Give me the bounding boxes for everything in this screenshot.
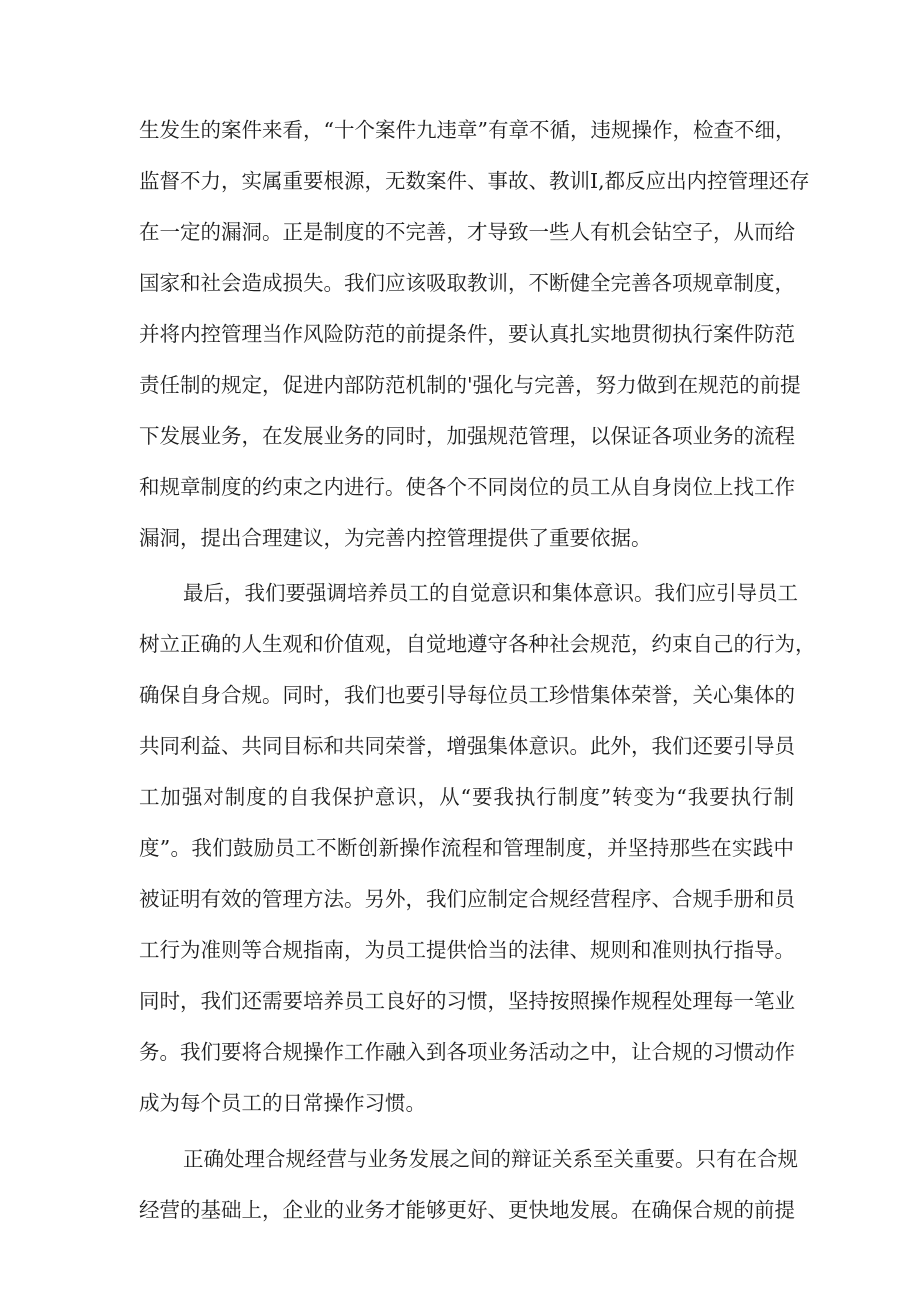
text-line: 成为每个员工的日常操作习惯。 bbox=[139, 1091, 426, 1115]
text-line: 和规章制度的约束之内进行。使各个不同岗位的员工从自身岗位上找工作 bbox=[139, 475, 795, 499]
text-line: 下发展业务，在发展业务的同时，加强规范管理，以保证各项业务的流程 bbox=[139, 424, 795, 448]
text-line: 并将内控管理当作风险防范的前提条件，要认真扎实地贯彻执行案件防范 bbox=[139, 322, 795, 346]
text-line: 经营的基础上，企业的业务才能够更好、更快地发展。在确保合规的前提 bbox=[139, 1198, 795, 1222]
text-line: 度”。我们鼓励员工不断创新操作流程和管理制度，并坚持那些在实践中 bbox=[139, 836, 794, 860]
text-line: 国家和社会造成损失。我们应该吸取教训，不断健全完善各项规章制度， bbox=[139, 271, 795, 295]
text-line: 在一定的漏洞。正是制度的不完善，才导致一些人有机会钻空子，从而给 bbox=[139, 220, 795, 244]
text-line: 工加强对制度的自我保护意识，从“要我执行制度”转变为“我要执行制 bbox=[139, 785, 794, 809]
text-line: 责任制的规定，促进内部防范机制的'强化与完善，努力做到在规范的前提 bbox=[139, 373, 801, 397]
text-line: 正确处理合规经营与业务发展之间的辩证关系至关重要。只有在合规 bbox=[183, 1147, 798, 1171]
text-line: 最后，我们要强调培养员工的自觉意识和集体意识。我们应引导员工 bbox=[183, 581, 798, 605]
text-line: 生发生的案件来看，“十个案件九违章”有章不循，违规操作，检查不细， bbox=[139, 118, 796, 142]
text-line: 共同利益、共同目标和共同荣誉，增强集体意识。此外，我们还要引导员 bbox=[139, 734, 795, 758]
text-line: 树立正确的人生观和价值观，自觉地遵守各种社会规范，约束自己的行为， bbox=[139, 632, 816, 656]
text-line: 监督不力，实属重要根源，无数案件、事故、教训Ⅰ,都反应出内控管理还存 bbox=[139, 169, 810, 193]
text-line: 漏洞，提出合理建议，为完善内控管理提供了重要依据。 bbox=[139, 526, 652, 550]
text-line: 被证明有效的管理方法。另外，我们应制定合规经营程序、合规手册和员 bbox=[139, 887, 795, 911]
text-line: 确保自身合规。同时，我们也要引导每位员工珍惜集体荣誉，关心集体的 bbox=[139, 683, 795, 707]
text-line: 工行为准则等合规指南，为员工提供恰当的法律、规则和准则执行指导。 bbox=[139, 938, 795, 962]
text-line: 务。我们要将合规操作工作融入到各项业务活动之中，让合规的习惯动作 bbox=[139, 1040, 795, 1064]
text-line: 同时，我们还需要培养员工良好的习惯，坚持按照操作规程处理每一笔业 bbox=[139, 989, 795, 1013]
